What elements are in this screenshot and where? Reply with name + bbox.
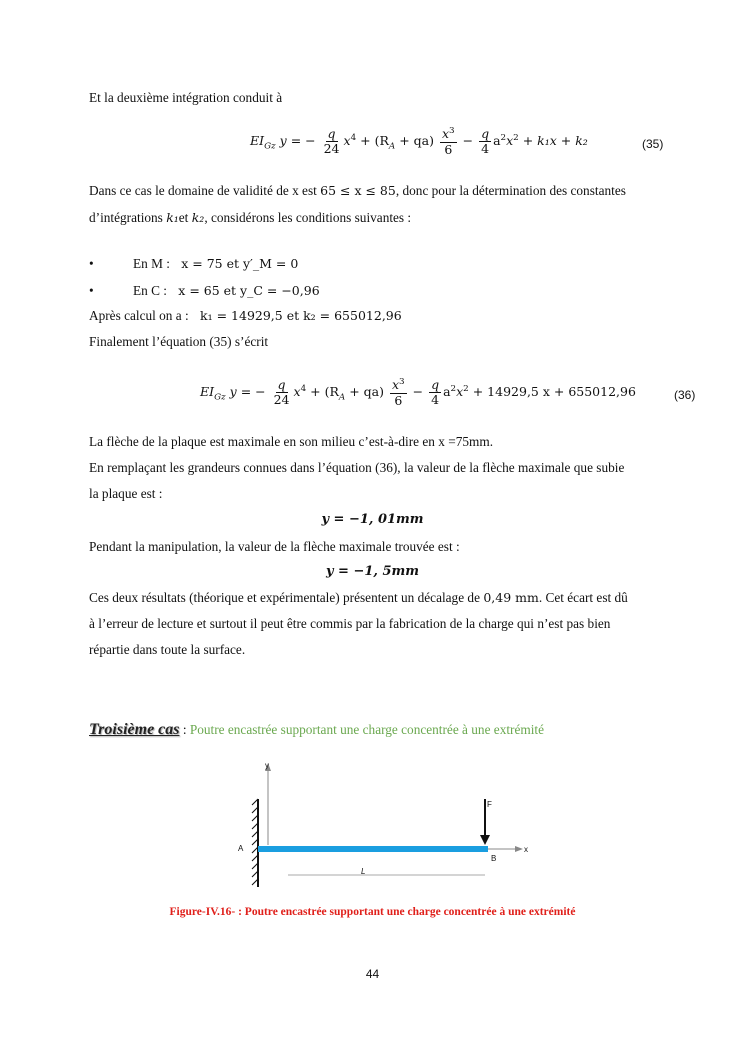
- equation-number-35: (35): [642, 137, 664, 151]
- label-y: y: [265, 761, 269, 770]
- fixed-support-wall: [252, 799, 258, 887]
- case-title: Poutre encastrée supportant une charge concentrée à une extrémité: [189, 722, 545, 737]
- bullet-mark: •: [89, 256, 94, 271]
- text-replacing-values: En remplaçant les grandeurs connues dans l’équation (36), la valeur de la flèche maximale que subie: [89, 460, 625, 475]
- label-a: A: [238, 844, 244, 853]
- force-arrow-head: [480, 835, 490, 845]
- result-theoretical-deflection: y = −1, 01mm: [321, 512, 424, 527]
- bullet-condition-m: • En M : x = 75 et y′_M = 0: [89, 256, 299, 271]
- result-experimental-deflection: y = −1, 5mm: [325, 564, 420, 579]
- label-length-l: L: [361, 867, 366, 876]
- bullet-condition-c: • En C : x = 65 et y_C = −0,96: [89, 283, 320, 298]
- equation-number-36: (36): [674, 388, 696, 402]
- figure-cantilever-beam: [225, 757, 545, 892]
- text-experimental-intro: Pendant la manipulation, la valeur de la flèche maximale trouvée est :: [89, 539, 460, 554]
- beam: [258, 846, 488, 852]
- equation-35: $EI_{Gz}$ y = − $\frac{q}{24}$ $x^4 + (R_A + qa)$ $\frac{x^3}{6}$ − $\frac{q}{4}$ $a^2x^2 + k_1x + k_2$: [250, 125, 588, 157]
- label-x: x: [524, 845, 528, 854]
- text-domain-validity: Dans ce cas le domaine de validité de x est 65 ≤ x ≤ 85, donc pour la détermination des constantes: [89, 183, 626, 198]
- text-comparison: Ces deux résultats (théorique et expérimentale) présentent un décalage de 0,49 mm. Cet écart est dû: [89, 590, 628, 605]
- text-error-explanation: à l’erreur de lecture et surtout il peut être commis par la fabrication de la charge qui n’est pas bien: [89, 616, 611, 631]
- text-final-equation-intro: Finalement l’équation (35) s’écrit: [89, 334, 269, 349]
- section-heading-third-case: Troisième cas : Poutre encastrée supportant une charge concentrée à une extrémité: [89, 721, 545, 738]
- bullet-mark: •: [89, 283, 94, 298]
- text-plate-is: la plaque est :: [89, 486, 163, 501]
- equation-36: $EI_{Gz}$ y = − $\frac{q}{24}$ $x^4 + (R_A + qa)$ $\frac{x^3}{6}$ − $\frac{q}{4}$ $a^2x^2 + 14929,5$ x + 655012,96: [200, 376, 636, 408]
- case-label: Troisième cas: [89, 721, 180, 738]
- label-b: B: [491, 854, 497, 863]
- text-max-deflection-location: La flèche de la plaque est maximale en son milieu c’est-à-dire en x =75mm.: [89, 434, 494, 449]
- page-number: 44: [365, 967, 380, 981]
- text-intro-second-integration: Et la deuxième intégration conduit à: [89, 90, 283, 105]
- figure-caption: Figure-IV.16- : Poutre encastrée supportant une charge concentrée à une extrémité: [169, 906, 576, 918]
- label-force-f: F: [487, 800, 492, 809]
- x-axis-arrow: [515, 846, 523, 852]
- text-integration-constants: d’intégrations k₁et k₂, considérons les conditions suivantes :: [89, 210, 412, 225]
- text-calculation-result: Après calcul on a : k₁ = 14929,5 et k₂ = 655012,96: [89, 308, 402, 323]
- text-surface-distribution: répartie dans toute la surface.: [89, 642, 246, 657]
